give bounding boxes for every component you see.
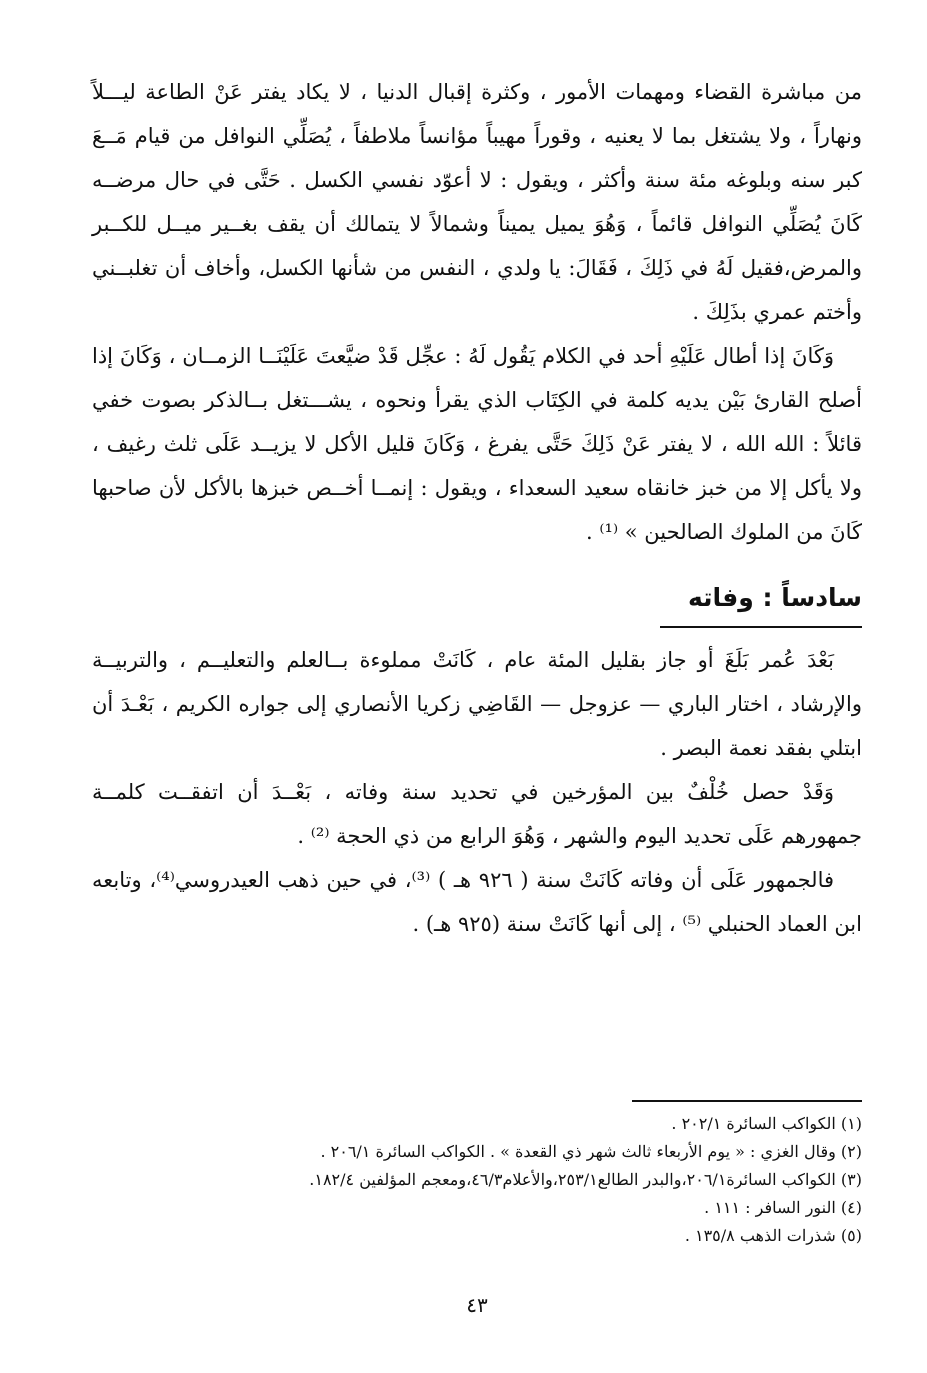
section-heading: سادساً : وفاته [660,576,862,628]
page-number: ٤٣ [466,1293,488,1317]
section-five-continued [92,70,862,554]
paragraph: وَقَدْ حصل خُلْفٌ بين المؤرخين في تحديد سنة وفاته ، بَعْــدَ أن اتفقــت كلمــة جمهورهم عَلَى تحديد اليوم والشهر ، وَهُوَ الرابع من ذي الحجة ⁽²⁾ . [92,780,862,848]
paragraph: وَكَانَ إذا أطال عَلَيْهِ أحد في الكلام يَقُول لَهُ : عجِّل قَدْ ضيَّعتَ عَلَيْنَــا الزمــان ، وَكَانَ إذا أصلح القارئ بَيْن يديه كلمة في الكِتَاب الذي يقرأ ونحوه ، يشـــتغل بــالذكر بصوت خفي قائلاً : الله الله ، لا يفتر عَنْ ذَلِكَ حَتَّى يفرغ ، وَكَانَ قليل الأكل لا يزيــد عَلَى ثلث رغيف ، ولا يأكل إلا من خبز خانقاه سعيد السعداء ، ويقول : إنمــا أخــص خبزها بالأكل لأن صاحبها كَانَ من الملوك الصالحين » ⁽¹⁾ . [92,344,862,544]
section-six-death [92,638,862,946]
footnotes [92,1110,862,1250]
footnote: (٤) النور السافر : ١١١ . [704,1198,862,1217]
footnote: (١) الكواكب السائرة ٢٠٢/١ . [671,1114,862,1133]
paragraph: فالجمهور عَلَى أن وفاته كَانَتْ سنة ( ٩٢٦ هـ ) ⁽³⁾، في حين ذهب العيدروسي⁽⁴⁾، وتابعه ابن العماد الحنبلي ⁽⁵⁾ ، إلى أنها كَانَتْ سنة (٩٢٥ هـ) . [92,868,862,936]
footnote: (٥) شذرات الذهب ١٣٥/٨ . [684,1226,862,1245]
book-page [92,70,862,1317]
footnote-divider [632,1100,862,1102]
paragraph: بَعْدَ عُمر بَلَغَ أو جاز بقليل المئة عام ، كَانَتْ مملوءة بــالعلم والتعليــم ، والتربيــة والإرشاد ، اختار الباري — عزوجل — القَاضِي زكريا الأنصاري إلى جواره الكريم ، بَعْـدَ أن ابتلي بفقد نعمة البصر . [92,648,862,760]
footnote: (٢) وقال الغزي : « يوم الأربعاء ثالث شهر ذي القعدة » . الكواكب السائرة ٢٠٦/١ . [320,1142,862,1161]
paragraph: من مباشرة القضاء ومهمات الأمور ، وكثرة إقبال الدنيا ، لا يكاد يفتر عَنْ الطاعة ليـــلاً ونهاراً ، ولا يشتغل بما لا يعنيه ، وقوراً مهيباً مؤانساً ملاطفاً ، يُصَلِّي النوافل من قيام مَــعَ كبر سنه وبلوغه مئة سنة وأكثر ، ويقول : لا أعوّد نفسي الكسل . حَتَّى في حال مرضــه كَانَ يُصَلِّي النوافل قائماً ، وَهُوَ يميل يميناً وشمالاً لا يتمالك أن يقف بغــير ميــل للكــبر والمرض،فقيل لَهُ في ذَلِكَ ، فَقَالَ: يا ولدي ، النفس من شأنها الكسل، وأخاف أن تغلبــني وأختم عمري بذَلِكَ . [92,80,862,324]
footnote: (٣) الكواكب السائرة٢٠٦/١،والبدر الطالع٢٥٣/١،والأعلام٤٦/٣،ومعجم المؤلفين ١٨٢/٤. [309,1170,862,1189]
section-heading-container [92,576,862,628]
